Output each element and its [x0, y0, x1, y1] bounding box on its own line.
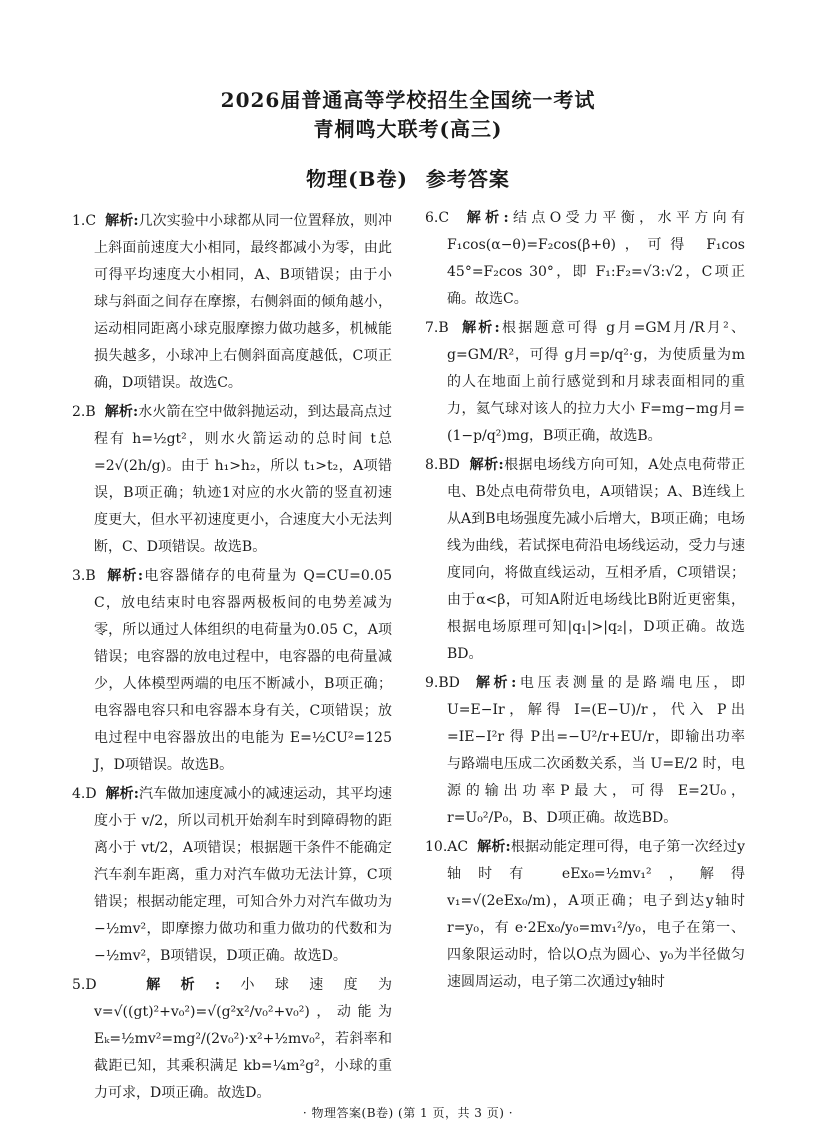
right-column	[425, 205, 745, 998]
answer-item: 8.BD 解析:根据电场线方向可知，A处点电荷带正电、B处点电荷带负电，A项错误；A、B连线上从A到B电场强度先减小后增大，B项正确；电场线为曲线，若试探电荷沿电场线运动，受力与速度同向，将做直线运动，互相矛盾，C项错误；由于α<β，可知A附近电场线比B附近更密集，根据电场原理可知|q₁|>|q₂|，D项正确。故选BD。	[425, 457, 746, 662]
answer-item: 6.C 解析:结点O受力平衡，水平方向有 F₁cos(α−θ)=F₂cos(β+θ)，可得 F₁cos 45°=F₂cos 30°，即 F₁:F₂=√3:√2，C项正确。故选C。	[425, 210, 745, 307]
page-footer: · 物理答案(B卷) (第 1 页，共 3 页) ·	[302, 1106, 514, 1120]
subject-heading	[0, 163, 816, 192]
exam-title: 2026届普通高等学校招生全国统一考试	[220, 88, 596, 112]
answer-item: 5.D 解析:小球速度为 v=√((gt)²+v₀²)=√(g²x²/v₀²+v₀²)，动能为 Eₖ=½mv²=mg²/(2v₀²)·x²+½mv₀²，若斜率和截距已知，其乘积满足 kb=¼m²g²，小球的重力可求，D项正确。故选D。	[72, 977, 393, 1101]
exam-subtitle: 青桐鸣大联考(高三)	[313, 117, 503, 141]
answer-label: 参考答案	[425, 167, 510, 191]
answer-item: 2.B 解析:水火箭在空中做斜抛运动，到达最高点过程有 h=½gt²，则水火箭运动的总时间 t总=2√(2h/g)。由于 h₁>h₂，所以 t₁>t₂，A项错误，B项正确；轨迹1对应的水火箭的竖直初速度更大，但水平初速度更小，合速度大小无法判断，C、D项错误。故选B。	[72, 404, 392, 555]
left-column	[72, 208, 392, 1109]
answer-item: 9.BD 解析:电压表测量的是路端电压，即U=E−Ir，解得 I=(E−U)/r，代入 P出=IE−I²r 得 P出=−U²/r+EU/r，即输出功率与路端电压成二次函数关系，当 U=E/2 时，电源的输出功率P最大，可得 E=2U₀，r=U₀²/P₀，B、D项正确。故选BD。	[425, 675, 746, 826]
answer-item: 10.AC 解析:根据动能定理可得，电子第一次经过y轴时有 eEx₀=½mv₁²，解得 v₁=√(2eEx₀/m)，A项正确；电子到达y轴时 r=y₀，有 e·2Ex₀/y₀=mv₁²/y₀，电子在第一、四象限运动时，恰以O点为圆心、y₀为半径做匀速圆周运动，电子第二次通过y轴时	[425, 839, 745, 990]
answer-item: 1.C 解析:几次实验中小球都从同一位置释放，则冲上斜面前速度大小相同，最终都减小为零，由此可得平均速度大小相同，A、B项错误；由于小球与斜面之间存在摩擦，右侧斜面的倾角越小，运动相同距离小球克服摩擦力做功越多，机械能损失越多，小球冲上右侧斜面高度越低，C项正确，D项错误。故选C。	[72, 213, 393, 391]
answer-item: 4.D 解析:汽车做加速度减小的减速运动，其平均速度小于 v/2，所以司机开始刹车时到障碍物的距离小于 vt/2，A项错误；根据题干条件不能确定汽车刹车距离，重力对汽车做功无法计算，C项错误；根据动能定理，可知合外力对汽车做功为 −½mv²，即摩擦力做功和重力做功的代数和为 −½mv²，B项错误，D项正确。故选D。	[72, 786, 393, 964]
subject-name: 物理(B卷)	[306, 167, 408, 191]
answer-item: 7.B 解析:根据题意可得 g月=GM月/R月²、g=GM/R²，可得 g月=p/q²·g，为使质量为m的人在地面上前行感觉到和月球表面相同的重力，氦气球对该人的拉力大小 F=mg−mg月=(1−p/q²)mg，B项正确，故选B。	[425, 320, 746, 444]
answer-item: 3.B 解析:电容器储存的电荷量为 Q=CU=0.05 C，放电结束时电容器两极板间的电势差减为零，所以通过人体组织的电荷量为0.05 C，A项错误；电容器的放电过程中，电容器的电荷量减少，人体模型两端的电压不断减小，B项正确；电容器电容只和电容器本身有关，C项错误；放电过程中电容器放出的电能为 E=½CU²=125 J，D项错误。故选B。	[72, 568, 393, 773]
